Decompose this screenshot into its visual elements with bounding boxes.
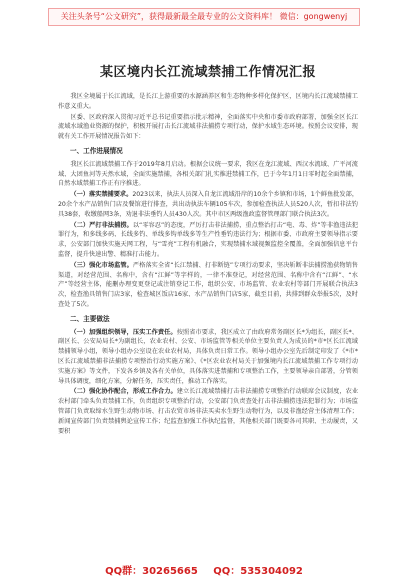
qq-group-label: QQ群：30265665 (105, 566, 198, 577)
subsection-text: 严格落实全省“长江禁捕、打非断链”专项行动要求，坚决斩断非法捕捞渔获物销售渠道，对经营范围、名称中，含有“江鲜”等字样的，一律不准登记，对经营范围、名称中含有“江鲜”、“水产”等经营主体，能删办理变更登记或注销登记工作，组织公安、市场监管、农业农村等部门开展联合执法3次，检查渔具销售门店3家，检查城区饭店16家、水产品销售门店5家，截至目前，共排到群众举报5次，及时查处了5次。 (58, 261, 358, 308)
section-heading-practices: 二、主要做法 (70, 314, 110, 323)
subsection-text: 按照省市要求，我区成立了由政府常务副区长*为组长，副区长*、副区长、公安局局长*为副组长，农业农村、公安、市场监管等相关单位主要负责人为成员的*市*区长江流域禁捕领导小组，领导小组办公室设在农业农村局，具体负责日常工作。领导小组办公室先后制定印发了《*市*区长江流域禁捕非法捕捞专项整治行动实施方案》、《*区农业农村局关于加强境内长江流域禁捕工作专项行动实施方案》等文件，下发各乡镇及各有关单位，具体落实进禁捕和专项整治工作，主要领导亲自部署，分管领导具体调度，细化方案，分解任务，压实责任，推动工作落实。 (58, 328, 359, 385)
subsection-enforce-ban (58, 190, 358, 219)
subsection-heading: （一）落实禁捕要求。 (70, 191, 133, 199)
subsection-text: 以“零容忍”的态度，严厉打击非法捕捞，重点整治打击“电、毒、炸”等非渔违法犯罪行为，和多线多码、长线多钓、单线多钩单线多等生产性垂钓违法行为；根据市委、市政府主要领导指示要求，公安部门加快实施天网工程，与“雪亮”工程有机融合，实现禁捕水域视频监控全覆盖，全面加强信息平台监督，提升快速出警、精准打击能力。 (58, 221, 359, 258)
subsection-text: 建立长江流域禁捕打击非法捕捞专项整治行动联席会议制度，农业农村部门牵头负责禁捕工作，负责组织专项整治行动，公安部门负责查处打击非法捕捞违法犯罪行为；市场监管部门负责取缔水生野生动物市场、打击农贸市场非法买卖水生野生动物行为，以及非渔经营主体清理工作；新闻宣传部门负责禁捕舆论宣传工作；纪监查加强工作执纪监督，其他相关部门既要各司其职、主动履责，又要积 (58, 388, 359, 435)
subsection-heading: （二）强化协作配合，形成工作合力。 (70, 388, 177, 396)
promo-banner[interactable]: 关注头条号“公文研究”，获得最新最全最专业的公文资料库！ 微信：gongwenyj (48, 8, 360, 26)
intro-paragraph-2: 区委、区政府深入贯彻习近平总书记重要指示批示精神，全面落实中央和市委市政府部署，加强全区长江流域水域渔业资源的保护，积极开展打击长江流域非法捕捞专项行动，保护水域生态环境。按照会议安排，现就有关工作开展情况报告如下： (58, 113, 358, 141)
subsection-leadership (58, 328, 358, 387)
section-1-paragraph: 我区长江流域禁捕工作于2019年8月启动。根据会议统一要求，我区在龙江流域、西汉水流域、广平河流域、大团鱼河等天然水域，全面实施禁捕，各相关部门扎实推进禁捕工作，已于今年1月1日零时起全面禁捕，自然水域禁捕工作正有序推进。 (58, 160, 358, 188)
qq-contact-label: QQ：535304092 (213, 566, 303, 577)
subsection-coordination (58, 387, 358, 436)
subsection-text: 2023以来，执法人员深入自龙江流域沿岸的10余个乡镇和市场，1个鲜鱼批发部，20余个水产品销售门店及餐馆进行排查，共出动执法车辆105车次，参加检查执法人员520人次，暂扣非法钓具38套，收缴船网3条，劝退非法垂钓人员430人次。其中市区两级渔政监督管理部门联合执法3次。 (58, 191, 359, 218)
subsection-crackdown (58, 221, 358, 260)
contact-footer (0, 562, 408, 578)
intro-paragraph-1: 我区全境属于长江流域，是长江上游重要的水源涵养区和生态物种多样化保护区，区境内长江流域禁捕工作意义重大。 (58, 93, 358, 110)
subsection-market-supervision (58, 261, 358, 310)
document-body (58, 64, 358, 437)
page-title: 某区境内长江流域禁捕工作情况汇报 (99, 65, 316, 80)
subsection-heading: （一）加强组织领导，压实工作责任。 (70, 328, 177, 336)
subsection-heading: （三）强化市场监管。 (70, 261, 133, 269)
section-heading-progress: 一、工作进展情况 (70, 146, 123, 155)
subsection-heading: （二）严打非法捕捞。 (70, 221, 133, 229)
